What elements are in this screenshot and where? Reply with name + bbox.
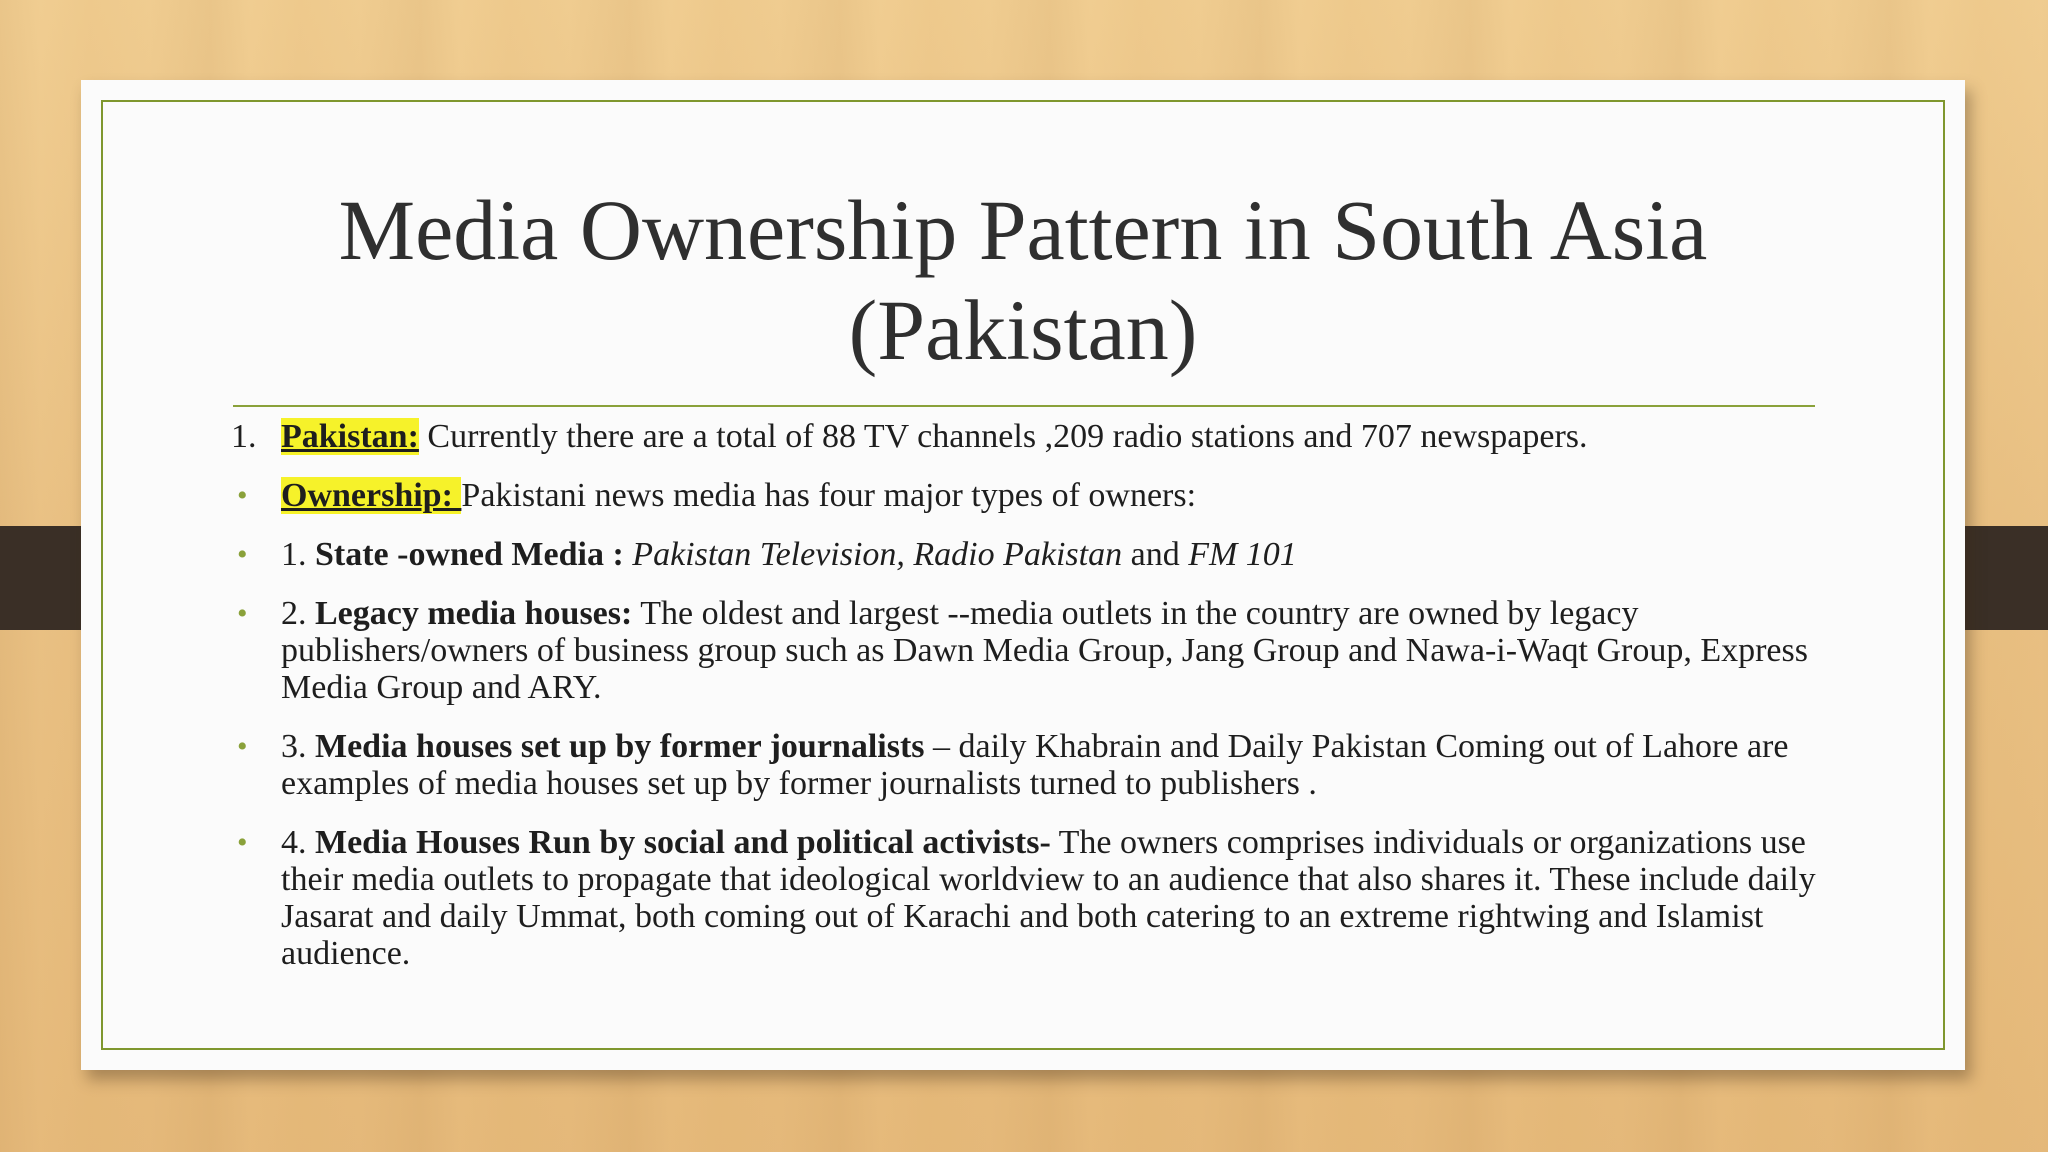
highlighted-label: Pakistan: (281, 418, 419, 455)
bullet-icon: • (237, 730, 248, 763)
item-text: Currently there are a total of 88 TV channels ,209 radio stations and 707 newspapers. (418, 418, 1588, 455)
bullet-icon: • (237, 826, 248, 859)
item-text: The owners comprises individuals or organizations use their media outlets to propagate that ideological worldview to an audience that also shares it. These include daily Jasarat and daily Ummat, both coming out of Karachi and both catering to an extreme rightwing and Islamist audience. (281, 824, 1816, 972)
bullet-icon: • (237, 479, 248, 512)
item-number: 3. (281, 728, 315, 765)
bullet-icon: • (237, 597, 248, 630)
title-divider (233, 405, 1815, 407)
list-item-ownership (231, 477, 1871, 514)
bullet-list (231, 418, 1871, 994)
number-marker: 1. (231, 418, 257, 455)
item-text: The oldest and largest --media outlets in the country are owned by legacy publishers/owners of business group such as Dawn Media Group, Jang Group and Nawa-i-Waqt Group, Express Media Group and ARY. (281, 595, 1808, 706)
bullet-icon: • (237, 538, 248, 571)
item-heading: Legacy media houses: (315, 595, 633, 632)
item-number: 1. (281, 536, 315, 573)
item-heading: State -owned Media : (315, 536, 633, 573)
list-item-activists (231, 824, 1871, 972)
item-italic-text: FM 101 (1188, 536, 1297, 573)
item-italic-text: Pakistan Television, Radio Pakistan (632, 536, 1123, 573)
item-text: Pakistani news media has four major types of owners: (461, 477, 1197, 514)
item-number: 4. (281, 824, 315, 861)
item-heading: Media Houses Run by social and political activists- (315, 824, 1051, 861)
item-number: 2. (281, 595, 315, 632)
slide-card (81, 80, 1965, 1070)
item-text: and (1122, 536, 1189, 573)
item-text: – daily Khabrain and Daily Pakistan Coming out of Lahore are examples of media houses set up by former journalists turned to publishers . (281, 728, 1789, 802)
item-heading: Media houses set up by former journalists (315, 728, 925, 765)
list-item-state-owned (231, 536, 1871, 573)
highlighted-label: Ownership: (281, 477, 462, 514)
title-line-2: (Pakistan) (848, 282, 1198, 378)
list-item-legacy (231, 595, 1871, 706)
list-item-journalists (231, 728, 1871, 802)
slide-title (81, 180, 1965, 380)
title-line-1: Media Ownership Pattern in South Asia (338, 182, 1708, 278)
list-item-pakistan (231, 418, 1871, 455)
